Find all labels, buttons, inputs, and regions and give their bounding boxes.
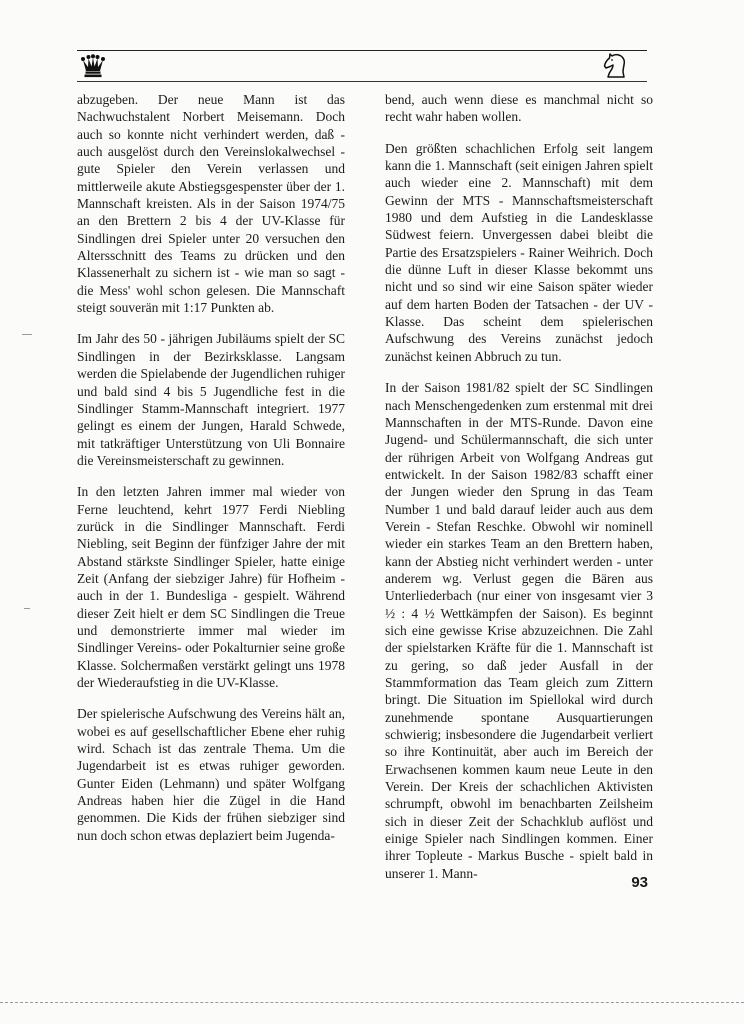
right-paragraph-3: In der Saison 1981/82 spielt der SC Sindlingen nach Menschengedenken zum erstenmal mit drei Mannschaften in der MTS-Runde. Davon eine Jugend- und Schülermannschaft, die sich unter der rührigen Arbeit von Wolfgang Andreas gut entwickelt. In der Saison 1982/83 schafft einer der Jungen wieder den Sprung in das Team Number 1 und bald darauf leider auch aus dem Verein - Stefan Reschke. Obwohl wir nominell wieder ein starkes Team an den Brettern haben, kann der Abstieg nicht verhindert werden - unter anderem wg. Verlust gegen die Bären aus Unterliederbach (nur einer von insgesamt vier 3 ½ : 4 ½ Wettkämpfen der Saison). Es beginnt sich eine gewisse Krise abzuzeichnen. Die Zahl der spielstarken Kräfte für die 1. Mannschaft ist zu gering, so daß jeder Ausfall in der Stammformation das Team gleich zum Zittern bringt. Die Situation im Spiellokal wird durch zunehmende spontane Ausquartierungen schwierig; insbesondere die Jugendarbeit verliert so ihre Kontinuität, aber auch im Bereich der Erwachsenen kommen kaum neue Leute in den Verein. Der Kreis der schachlichen Aktivisten schrumpft, obwohl im benachbarten Zeilsheim sich in dieser Zeit der Schachklub auflöst und einige Spieler nach Sindlingen kommen. Einer ihrer Topleute - Markus Busche - spielt bald in unserer 1. Mann- [385, 380, 653, 881]
left-column [77, 91, 345, 858]
top-rule [77, 50, 647, 51]
left-paragraph-1: abzugeben. Der neue Mann ist das Nachwuchstalent Norbert Meisemann. Doch auch so konnte nicht verhindert werden, daß - auch ausgelöst durch den Vereinslokalwechsel - gute Spieler den Verein verlassen und mittlerweile akute Abstiegsgespenster über der 1. Mannschaft kreisten. Als in der Saison 1974/75 an den Brettern 2 bis 4 der UV-Klasse für Sindlingen drei Spieler unter 20 versuchen den Altersschnitt des Teams zu drücken und den Klassenerhalt zu sichern ist - wie man so sagt - die Mess' wohl schon gelesen. Die Mannschaft steigt souverän mit 1:17 Punkten ab. [77, 92, 345, 316]
right-column [385, 91, 653, 896]
scan-speck [24, 608, 30, 609]
queen-icon [80, 54, 106, 78]
knight-icon [601, 52, 631, 80]
header-rule [77, 81, 647, 82]
left-paragraph-4: Der spielerische Aufschwung des Vereins hält an, wobei es auf gesellschaftlicher Ebene eher ruhig wird. Schach ist das zentrale Thema. Um die Jugendarbeit ist es etwas ruhiger geworden. Gunter Eiden (Lehmann) und später Wolfgang Andreas haben hier die Zügel in die Hand genommen. Die Kids der frühen siebziger sind nun doch schon etwas deplaziert beim Jugenda- [77, 706, 345, 843]
left-paragraph-2: Im Jahr des 50 - jährigen Jubiläums spielt der SC Sindlingen in der Bezirksklasse. Langsam werden die Spielabende der Jugendlichen ruhiger und bald sind 4 bis 5 Jugendliche fest in die Sindlinger Stamm-Mannschaft integriert. 1977 gelingt es einem der Jungen, Harald Schwede, mit tatkräftiger Unterstützung von Uli Bonnaire die Vereinsmeisterschaft zu gewinnen. [77, 331, 345, 468]
right-paragraph-1: bend, auch wenn diese es manchmal nicht so recht wahr haben wollen. [385, 92, 653, 125]
scan-speck [22, 334, 32, 335]
bottom-scan-line [0, 1002, 744, 1003]
page-number: 93 [631, 874, 648, 891]
right-paragraph-2: Den größten schachlichen Erfolg seit langem kann die 1. Mannschaft (seit einigen Jahren spielt auch wieder eine 2. Mannschaft) mit dem Gewinn der MTS - Mannschaftsmeisterschaft 1980 und dem Aufstieg in die Landesklasse Südwest feiern. Unvergessen dabei bleibt die Partie des Ersatzspielers - Rainer Weihrich. Doch die dünne Luft in dieser Klasse bekommt uns nicht und so sind wir eine Saison später wieder auf dem harten Boden der Tatsachen - der UV - Klasse. Das scheint dem spielerischen Aufschwung des Vereins zunächst jedoch zunächst keinen Abbruch zu tun. [385, 140, 653, 364]
left-paragraph-3: In den letzten Jahren immer mal wieder von Ferne leuchtend, kehrt 1977 Ferdi Niebling zurück in die Sindlinger Mannschaft. Ferdi Niebling, seit Beginn der fünfziger Jahre der mit Abstand stärkste Sindlinger Spieler, hatte einige Zeit (Anfang der siebziger Jahre) für Hofheim - auch in der 1. Bundesliga - gespielt. Während dieser Zeit hielt er dem SC Sindlingen die Treue und demonstrierte immer mal wieder im Sindlinger Vereins- oder Pokalturnier seine große Klasse. Solchermaßen verstärkt gelingt uns 1978 der Wiederaufstieg in die UV-Klasse. [77, 484, 345, 690]
